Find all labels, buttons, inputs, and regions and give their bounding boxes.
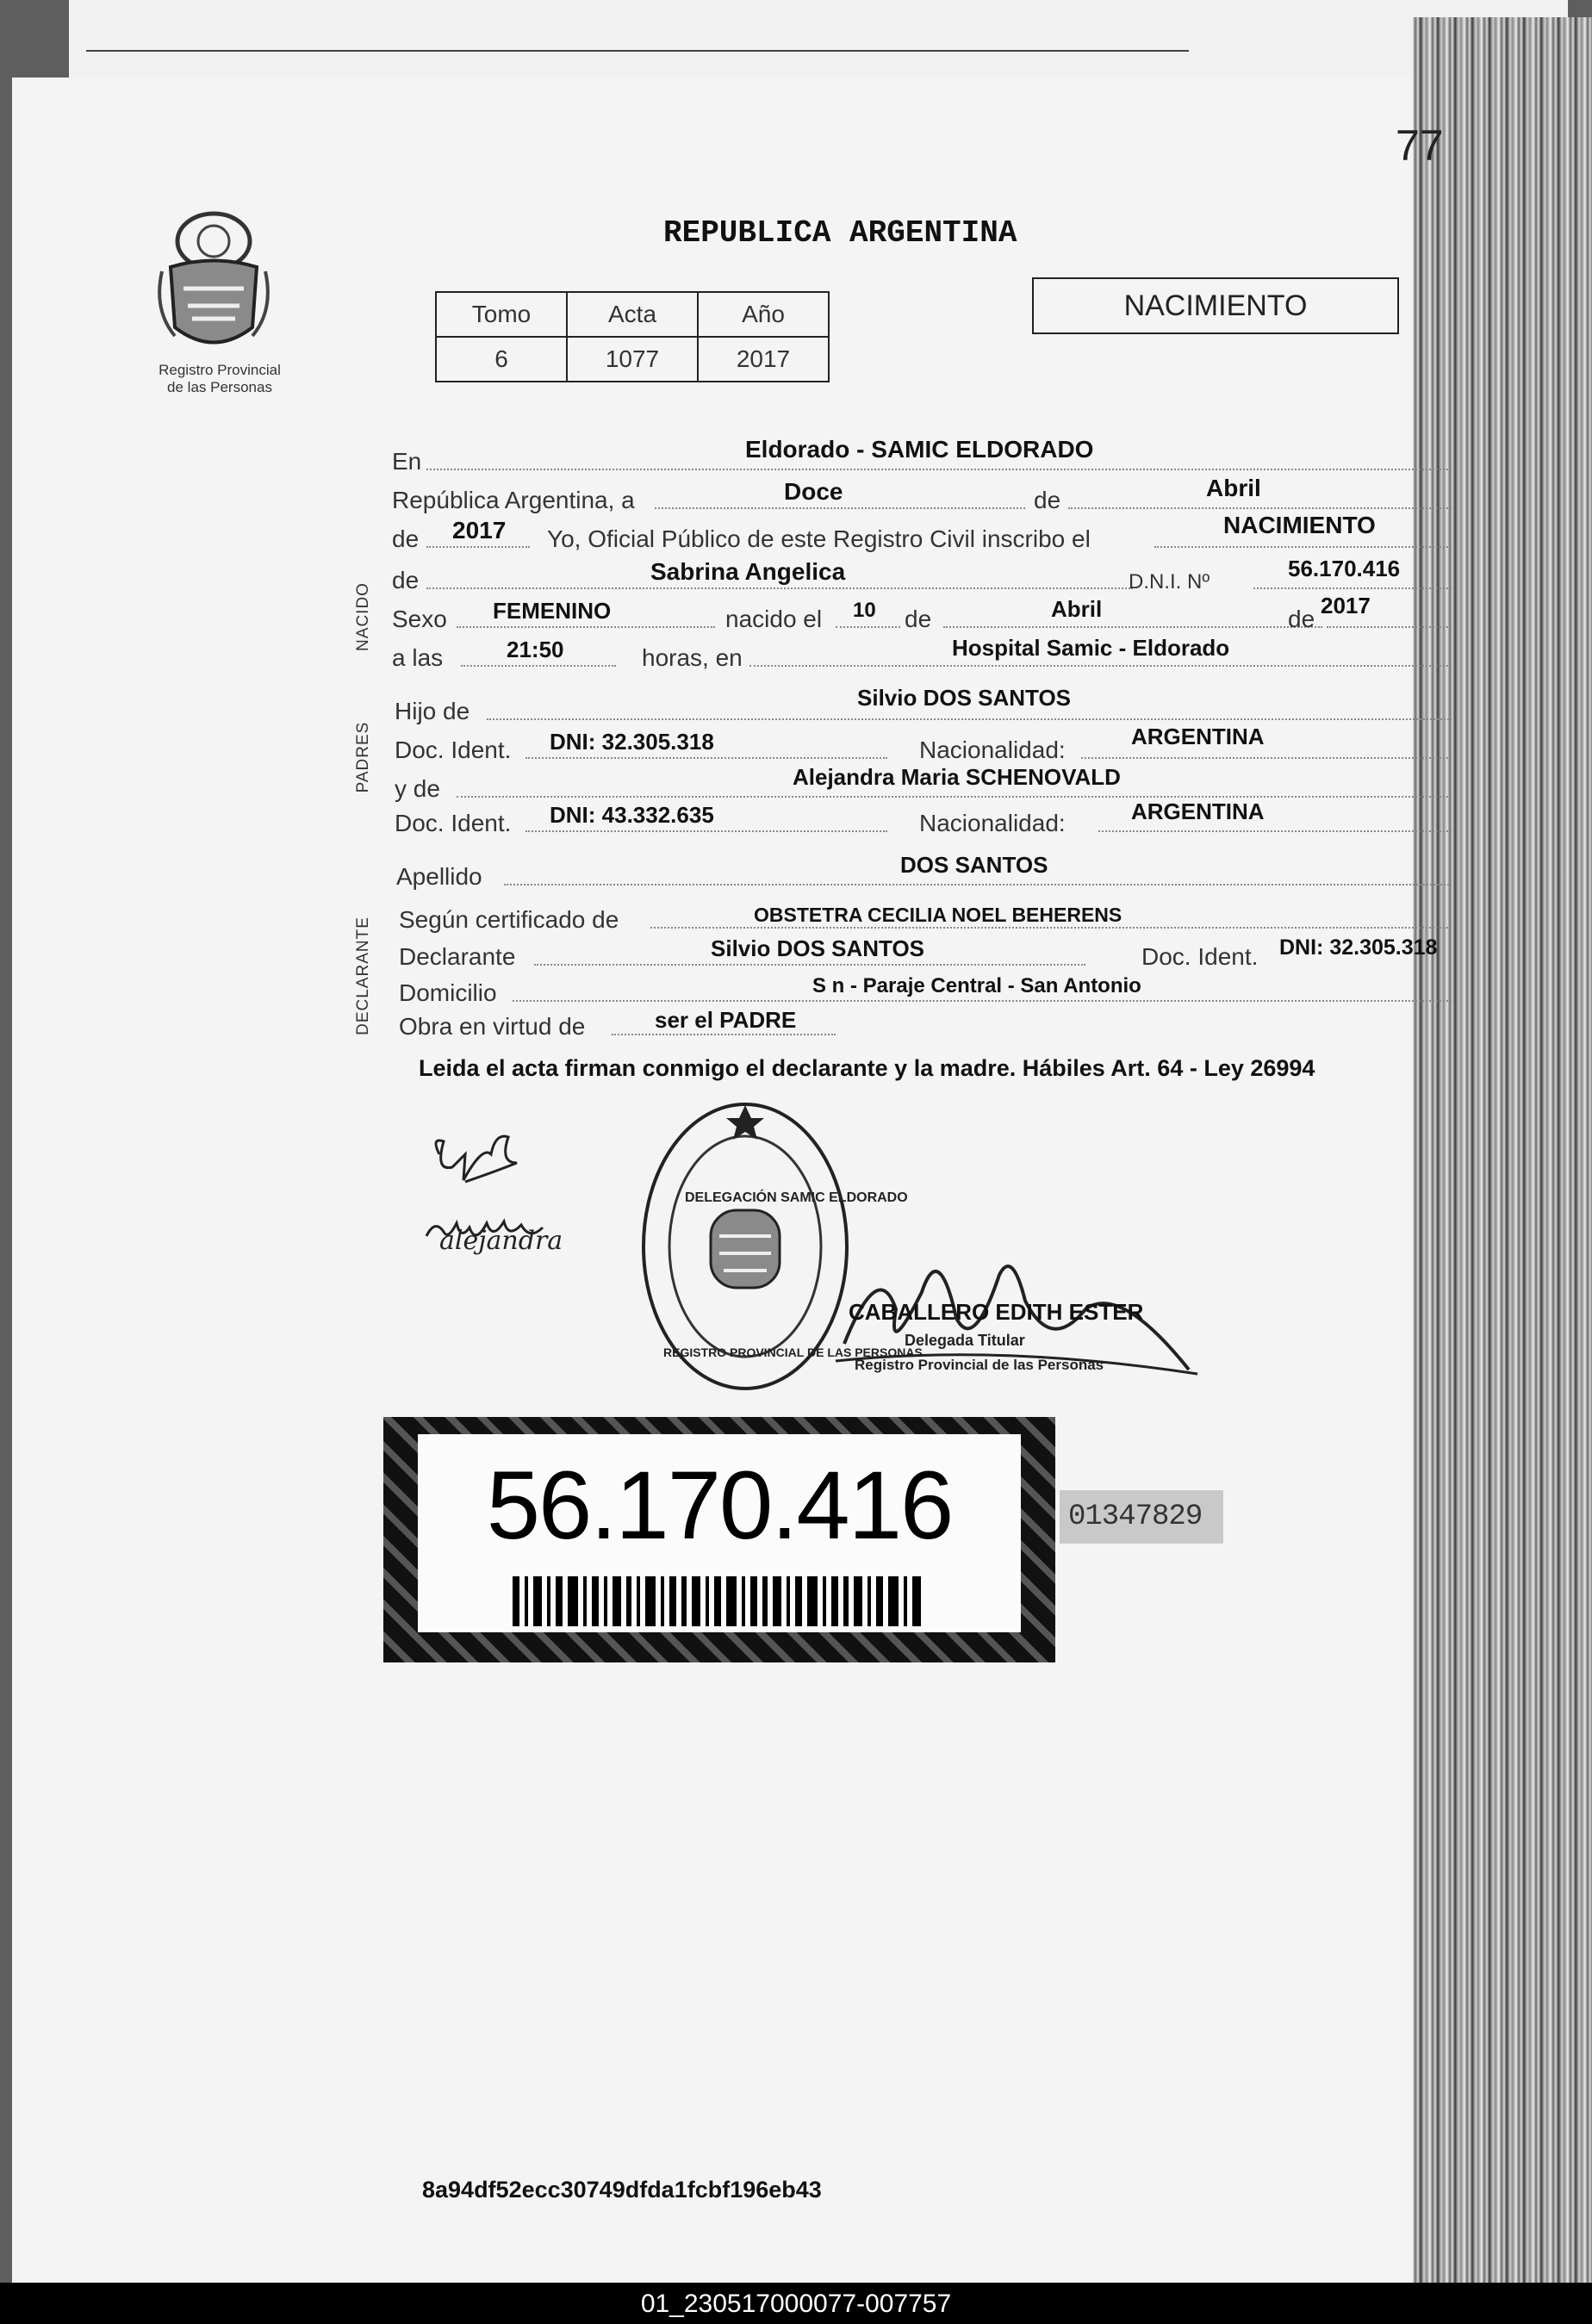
dotted-line: [487, 718, 1452, 720]
row-father: [392, 685, 1452, 727]
section-padres: PADRES: [354, 721, 372, 793]
republica-label: República Argentina, a: [392, 487, 635, 513]
father-doc: DNI: 32.305.318: [550, 729, 714, 755]
mother-nationality: ARGENTINA: [1131, 798, 1265, 824]
a-las-label: a las: [392, 644, 444, 671]
dotted-line: [1068, 507, 1452, 509]
province-emblem: [153, 207, 274, 357]
row-mother: [392, 764, 1452, 805]
en-label: En: [392, 448, 422, 475]
oficial-text: Yo, Oficial Público de este Registro Civil inscribo el: [547, 525, 1091, 552]
page-number: 77: [1396, 121, 1444, 170]
stamp-inner-text: REGISTRO PROVINCIAL DE LAS PERSONAS: [663, 1345, 923, 1359]
declarante-doc: DNI: 32.305.318: [1279, 935, 1438, 960]
child-dni: 56.170.416: [1288, 556, 1401, 581]
barcode: [513, 1576, 926, 1626]
hijo-de-label: Hijo de: [395, 698, 470, 724]
serial-sticker: [1060, 1490, 1223, 1544]
mother-name: Alejandra Maria SCHENOVALD: [793, 764, 1121, 790]
dotted-line: [612, 1034, 836, 1035]
dotted-line: [836, 626, 900, 628]
de-label: de: [1034, 487, 1061, 513]
day-words: Doce: [784, 478, 843, 505]
acta-header: Acta: [567, 292, 698, 337]
identity-number-label: [383, 1417, 1055, 1662]
section-declarante: DECLARANTE: [354, 917, 372, 1035]
nacionalidad-label: Nacionalidad:: [919, 736, 1066, 763]
closing-note: Leida el acta firman conmigo el declarante y la madre. Hábiles Art. 64 - Ley 26994: [419, 1055, 1315, 1081]
event-value: NACIMIENTO: [1223, 512, 1376, 538]
row-en: [392, 436, 1452, 477]
birth-month: Abril: [1051, 596, 1103, 622]
row-surname: [392, 854, 1452, 892]
mother-signature-text: alejandra: [439, 1226, 563, 1256]
certificado-label: Según certificado de: [399, 906, 619, 933]
dotted-line: [1081, 757, 1452, 759]
declarante-value: Silvio DOS SANTOS: [711, 935, 925, 961]
country-title: REPUBLICA ARGENTINA: [663, 215, 1017, 251]
dotted-line: [504, 884, 1452, 885]
child-name: Sabrina Angelica: [650, 558, 846, 585]
row-child: [392, 558, 1452, 596]
de-label: de: [392, 525, 420, 552]
row-certificate: [392, 898, 1452, 935]
tomo-value: 6: [436, 337, 567, 382]
y-de-label: y de: [395, 775, 440, 802]
dotted-line: [749, 665, 1452, 667]
row-year: [392, 512, 1452, 555]
official-role: Delegada Titular: [905, 1332, 1025, 1349]
section-nacido: NACIDO: [354, 582, 372, 651]
declarante-label: Declarante: [399, 943, 516, 970]
surname-value: DOS SANTOS: [900, 852, 1048, 878]
time-value: 21:50: [507, 637, 564, 662]
stamp-outer-text: DELEGACIÓN SAMIC ELDORADO: [685, 1190, 908, 1205]
birth-place: Hospital Samic - Eldorado: [952, 635, 1230, 661]
dni-label: D.N.I. Nº: [1129, 570, 1210, 593]
sexo-label: Sexo: [392, 606, 447, 632]
apellido-label: Apellido: [396, 863, 482, 890]
anio-value: 2017: [698, 337, 829, 382]
acta-value: 1077: [567, 337, 698, 382]
footer-bar: [0, 2283, 1592, 2324]
serial-number: 01347829: [1068, 1501, 1203, 1533]
certificado-value: OBSTETRA CECILIA NOEL BEHERENS: [754, 904, 1122, 926]
horas-en-label: horas, en: [642, 644, 743, 671]
row-father-doc: [392, 724, 1452, 766]
dotted-line: [457, 626, 715, 628]
registry-name-line2: de las Personas: [167, 379, 272, 395]
sexo-value: FEMENINO: [493, 598, 612, 624]
declarant-signature: [414, 1120, 569, 1266]
official-registry: Registro Provincial de las Personas: [855, 1357, 1104, 1373]
dotted-line: [1098, 830, 1452, 832]
dotted-line: [650, 927, 1452, 929]
dotted-line: [1327, 626, 1452, 628]
doc-ident-label: Doc. Ident.: [395, 736, 512, 763]
dotted-line: [1154, 546, 1452, 548]
dotted-line: [534, 964, 1085, 966]
mother-doc: DNI: 43.332.635: [550, 802, 714, 828]
dotted-line: [426, 587, 1133, 589]
row-date: [392, 475, 1452, 516]
dotted-line: [1253, 587, 1452, 589]
row-sex: [392, 593, 1452, 635]
dotted-line: [525, 757, 887, 759]
document-hash: 8a94df52ecc30749dfda1fcbf196eb43: [422, 2177, 822, 2203]
birth-day: 10: [853, 599, 876, 622]
row-time: [392, 636, 1452, 674]
month-value: Abril: [1206, 475, 1261, 501]
tomo-header: Tomo: [436, 292, 567, 337]
anio-header: Año: [698, 292, 829, 337]
record-type-box: NACIMIENTO: [1032, 277, 1399, 334]
father-nationality: ARGENTINA: [1131, 724, 1265, 749]
domicilio-label: Domicilio: [399, 979, 497, 1006]
father-name: Silvio DOS SANTOS: [857, 685, 1072, 711]
official-stamp: [637, 1098, 923, 1395]
de-label: de: [392, 567, 420, 593]
dotted-line: [426, 546, 530, 548]
row-declarant: [392, 935, 1452, 972]
dotted-line: [943, 626, 1322, 628]
back-sheet-rule: [86, 50, 1189, 52]
dotted-line: [655, 507, 1025, 509]
label-inner: [418, 1434, 1021, 1632]
dotted-line: [525, 830, 887, 832]
registry-name-line1: Registro Provincial: [159, 362, 281, 378]
de-label: de: [1288, 606, 1315, 632]
label-number: 56.170.416: [486, 1451, 953, 1559]
footer-id: 01_230517000077-007757: [640, 2290, 952, 2318]
record-table: [435, 291, 830, 382]
de-label: de: [905, 606, 932, 632]
back-sheet: [69, 0, 1568, 84]
official-name: CABALLERO EDITH ESTER: [849, 1299, 1144, 1325]
doc-ident-label: Doc. Ident.: [1141, 943, 1259, 970]
row-capacity: [392, 1004, 1452, 1042]
year-value: 2017: [452, 517, 507, 544]
birth-year: 2017: [1321, 593, 1371, 618]
nacionalidad-label: Nacionalidad:: [919, 810, 1066, 836]
place-value: Eldorado - SAMIC ELDORADO: [745, 436, 1094, 463]
row-mother-doc: [392, 798, 1452, 839]
obra-label: Obra en virtud de: [399, 1013, 586, 1040]
dotted-line: [457, 796, 1452, 798]
domicilio-value: S n - Paraje Central - San Antonio: [812, 974, 1141, 997]
row-address: [392, 971, 1452, 1009]
dotted-line: [426, 469, 1452, 470]
dotted-line: [513, 1000, 1452, 1002]
obra-value: ser el PADRE: [655, 1007, 797, 1033]
dotted-line: [461, 665, 616, 667]
doc-ident-label: Doc. Ident.: [395, 810, 512, 836]
page-edge-stack: [1413, 17, 1592, 2283]
nacido-el-label: nacido el: [725, 606, 823, 632]
registry-name: [129, 362, 310, 396]
